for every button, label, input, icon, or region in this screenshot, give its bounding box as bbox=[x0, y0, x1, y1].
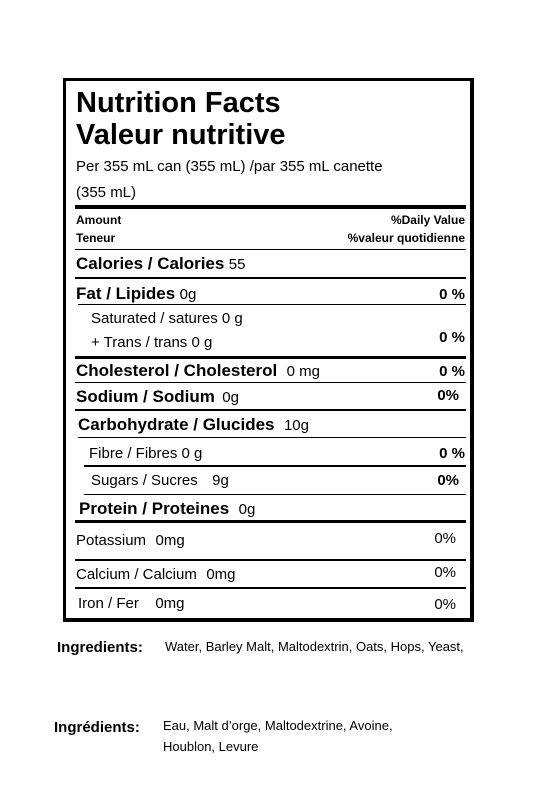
sodium-daily-value: 0% bbox=[437, 387, 459, 404]
carbohydrate-value: 10g bbox=[283, 417, 309, 434]
potassium-daily-value: 0% bbox=[434, 530, 456, 547]
iron-value: 0mg bbox=[155, 595, 185, 612]
sodium-row bbox=[76, 387, 239, 407]
daily-value-header-en: %Daily Value bbox=[390, 213, 465, 227]
ingredients-label-fr: Ingrédients: bbox=[54, 719, 140, 736]
divider bbox=[84, 494, 466, 495]
iron-label: Iron / Fer bbox=[78, 595, 139, 612]
protein-row bbox=[79, 499, 255, 519]
sodium-value: 0g bbox=[222, 389, 239, 406]
calories-label: Calories / Calories bbox=[76, 254, 225, 273]
divider bbox=[75, 249, 466, 250]
fat-value: 0g bbox=[179, 286, 197, 303]
sugars-label: Sugars / Sucres bbox=[91, 472, 198, 489]
cholesterol-value: 0 mg bbox=[286, 363, 321, 380]
calcium-row bbox=[76, 566, 236, 584]
fibre-daily-value: 0 % bbox=[439, 445, 465, 462]
calcium-label: Calcium / Calcium bbox=[76, 566, 197, 583]
divider bbox=[75, 382, 466, 383]
ingredients-text-fr: Eau, Malt d’orge, Maltodextrine, Avoine, Houblon, Levure bbox=[163, 718, 393, 754]
ingredients-label-en: Ingredients: bbox=[57, 639, 143, 656]
divider bbox=[75, 356, 466, 359]
ingredients-text-en: Water, Barley Malt, Maltodextrin, Oats, Hops, Yeast, bbox=[165, 639, 464, 654]
serving-size-line-1: Per 355 mL can (355 mL) /par 355 mL canette bbox=[76, 158, 383, 175]
sugars-daily-value: 0% bbox=[437, 472, 459, 489]
saturated-fat-label: Saturated / satures 0 g bbox=[91, 310, 243, 327]
amount-header-fr: Teneur bbox=[76, 231, 116, 245]
cholesterol-row bbox=[76, 361, 320, 381]
divider bbox=[75, 559, 466, 561]
sodium-label: Sodium / Sodium bbox=[76, 387, 215, 406]
potassium-label: Potassium bbox=[76, 532, 147, 549]
iron-daily-value: 0% bbox=[434, 596, 456, 613]
divider bbox=[84, 465, 466, 467]
divider bbox=[78, 437, 466, 438]
divider bbox=[78, 304, 466, 305]
iron-row bbox=[78, 595, 185, 613]
sugars-value: 9g bbox=[212, 472, 229, 489]
serving-size-line-2: (355 mL) bbox=[76, 184, 137, 201]
fibre-label: Fibre / Fibres 0 g bbox=[89, 445, 203, 462]
carbohydrate-row bbox=[78, 415, 309, 435]
fat-row bbox=[76, 284, 196, 304]
title-english: Nutrition Facts bbox=[76, 87, 281, 119]
thick-divider bbox=[75, 205, 466, 209]
divider bbox=[75, 587, 466, 589]
fat-label: Fat / Lipides bbox=[76, 284, 176, 303]
sugars-row bbox=[91, 472, 229, 490]
divider bbox=[75, 520, 466, 523]
calories-value: 55 bbox=[228, 256, 246, 273]
calcium-daily-value: 0% bbox=[434, 564, 456, 581]
fat-daily-value: 0 % bbox=[439, 286, 465, 303]
calcium-value: 0mg bbox=[206, 566, 236, 583]
daily-value-header-fr: %valeur quotidienne bbox=[347, 231, 465, 245]
potassium-row bbox=[76, 532, 185, 550]
saturated-trans-daily-value: 0 % bbox=[439, 329, 465, 346]
title-french: Valeur nutritive bbox=[76, 119, 286, 151]
cholesterol-daily-value: 0 % bbox=[439, 363, 465, 380]
cholesterol-label: Cholesterol / Cholesterol bbox=[76, 361, 278, 380]
protein-value: 0g bbox=[238, 501, 256, 518]
trans-fat-label: + Trans / trans 0 g bbox=[91, 334, 213, 351]
divider bbox=[75, 409, 466, 411]
potassium-value: 0mg bbox=[155, 532, 185, 549]
calories-row bbox=[76, 254, 245, 274]
protein-label: Protein / Proteines bbox=[79, 499, 230, 518]
amount-header-en: Amount bbox=[76, 213, 122, 227]
carbohydrate-label: Carbohydrate / Glucides bbox=[78, 415, 275, 434]
divider bbox=[75, 277, 466, 279]
